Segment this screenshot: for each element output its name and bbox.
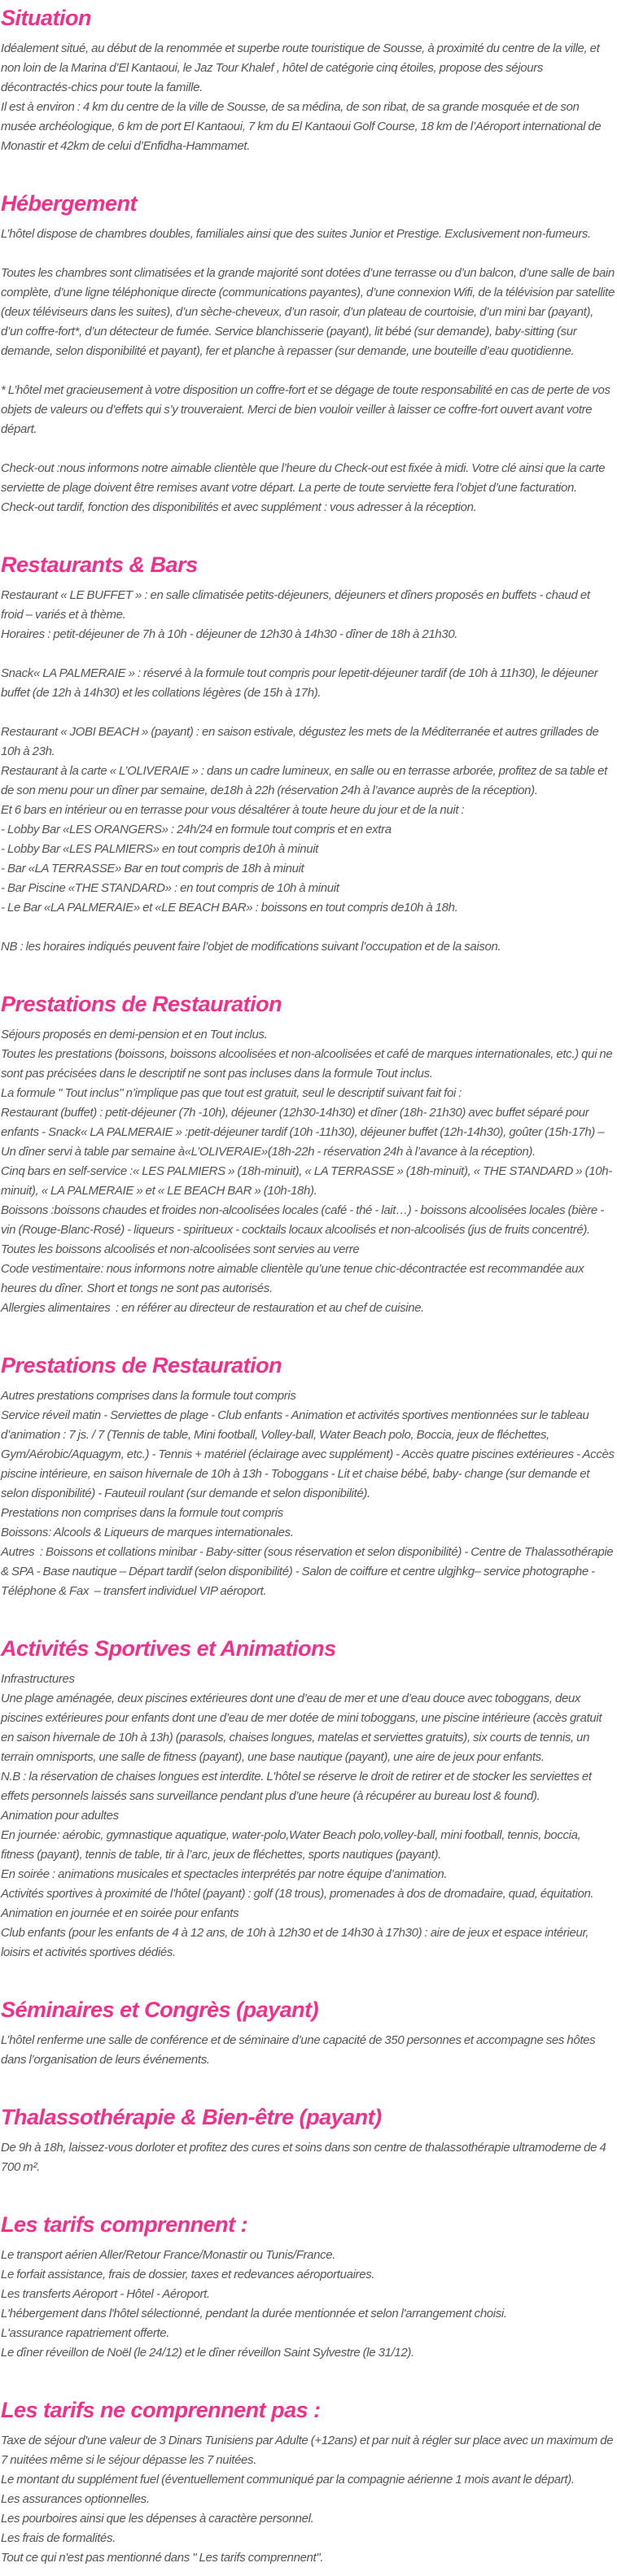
paragraph: L'hébergement dans l'hôtel sélectionné, pendant la durée mentionnée et selon l'arrangement choisi. (1, 2307, 507, 2321)
paragraph: Toutes les prestations (boissons, boissons alcoolisées et non-alcoolisées et café de marques internationales, etc.) qui ne sont pas précisées dans le descriptif ne sont pas incluses dans la formule Tout inclus. (1, 1047, 615, 1081)
paragraph: Prestations non comprises dans la formule tout compris (1, 1506, 283, 1520)
section-heading-restaurants-bars: Restaurants & Bars (1, 552, 198, 577)
paragraph: L'assurance rapatriement offerte. (1, 2326, 170, 2340)
paragraph: L’hôtel dispose de chambres doubles, familiales ainsi que des suites Junior et Prestige. Exclusivement non-fumeurs. (1, 227, 591, 241)
paragraph: L’hôtel renferme une salle de conférence et de séminaire d’une capacité de 350 personnes et accompagne ses hôtes dans l’organisation de leurs événements. (1, 2033, 598, 2067)
paragraph: En journée: aérobic, gymnastique aquatique, water-polo,Water Beach polo,volley-ball, mini football, tennis, boccia, fitness (payant), tennis de table, tir à l’arc, jeux de fléchettes, sports nautiques (payant). (1, 1828, 584, 1862)
paragraph: - Lobby Bar «LES ORANGERS» : 24h/24 en formule tout compris et en extra (1, 823, 392, 836)
paragraph: Une plage aménagée, deux piscines extérieures dont une d’eau de mer et une d’eau douce avec toboggans, deux piscines extérieures pour enfants dont une d’eau de mer dotée de mini toboggans, une piscine intérieure (accès gratuit en saison hivernale de 10h à 13h) (parasols, chaises longues, matelas et serviettes gratuits), six courts de tennis, un terrain omnisports, une salle de fitness (payant), une base nautique (payant), une aire de jeux pour enfants. (1, 1692, 605, 1764)
paragraph: Autres : Boissons et collations minibar - Baby-sitter (sous réservation et selon disponibilité) - Centre de Thalassothérapie & SPA - Base nautique – Départ tardif (selon disponibilité) - Salon de coiffure et centre ulgjhkg– service photographe - Téléphone & Fax – transfert individuel VIP aéroport. (1, 1545, 616, 1598)
paragraph: Boissons: Alcools & Liqueurs de marques internationales. (1, 1526, 294, 1539)
section-heading-prestations-restauration-1: Prestations de Restauration (1, 992, 282, 1016)
paragraph: Restaurant « JOBI BEACH » (payant) : en saison estivale, dégustez les mets de la Méditerranée et autres grillades de 10h à 23h. (1, 725, 602, 758)
paragraph: Boissons :boissons chaudes et froides non-alcoolisées locales (café - thé - lait…) - boissons alcoolisées locales (bière - vin (Rouge-Blanc-Rosé) - liqueurs - spiritueux - cocktails locaux alcoolisés et non-alcoolisés (jus de fruits concentré). (1, 1203, 607, 1237)
paragraph: Infrastructures (1, 1672, 75, 1686)
paragraph: Activités sportives à proximité de l’hôtel (payant) : golf (18 trous), promenades à dos de dromadaire, quad, équitation. (1, 1887, 594, 1901)
paragraph: En soirée : animations musicales et spectacles interprétés par notre équipe d’animation. (1, 1867, 448, 1881)
paragraph: Toutes les chambres sont climatisées et la grande majorité sont dotées d’une terrasse ou d’un balcon, d’une salle de bain complète, d’une ligne téléphonique directe (communications payantes), d’une connexion Wifi, de la télévision par satellite (deux téléviseurs dans les suites), d’un sèche-cheveux, d’un rasoir, d’un plateau de courtoisie, d’un mini bar (payant), d’un coffre-fort*, d’un détecteur de fumée. Service blanchisserie (payant), lit bébé (sur demande), baby-sitting (sur demande, selon disponibilité et payant), fer et planche à repasser (sur demande, une bouteille d’eau quotidienne. (1, 266, 617, 358)
paragraph: * L’hôtel met gracieusement à votre disposition un coffre-fort et se dégage de toute responsabilité en cas de perte de vos objets de valeurs ou d’effets qui s’y trouveraient. Merci de bien vouloir veiller à laisser ce coffre-fort ouvert avant votre départ. (1, 383, 613, 436)
paragraph: Snack« LA PALMERAIE » : réservé à la formule tout compris pour lepetit-déjeuner tardif (de 10h à 11h30), le déjeuner buffet (de 12h à 14h30) et les collations légères (de 15h à 17h). (1, 666, 601, 700)
paragraph: - Bar Piscine «THE STANDARD» : en tout compris de 10h à minuit (1, 881, 339, 895)
paragraph: Check-out tardif, fonction des disponibilités et avec supplément : vous adresser à la réception. (1, 500, 477, 514)
paragraph: De 9h à 18h, laissez-vous dorloter et profitez des cures et soins dans son centre de thalassothérapie ultramoderne de 4 700 m². (1, 2141, 609, 2174)
paragraph: - Le Bar «LA PALMERAIE» et «LE BEACH BAR» : boissons en tout compris de10h à 18h. (1, 901, 458, 915)
paragraph: Il est à environ : 4 km du centre de la ville de Sousse, de sa médina, de son ribat, de sa grande mosquée et de son musée archéologique, 6 km de port El Kantaoui, 7 km du El Kantaoui Golf Course, 18 km de l’Aéroport international de Monastir et 42km de celui d’Enfidha-Hammamet. (1, 100, 604, 153)
paragraph: Restaurant à la carte « L’OLIVERAIE » : dans un cadre lumineux, en salle ou en terrasse arborée, profitez de sa table et de son menu pour un dîner par semaine, de18h à 22h (réservation 24h à l’avance auprès de la réception). (1, 764, 610, 797)
paragraph: Autres prestations comprises dans la formule tout compris (1, 1389, 296, 1403)
paragraph: Séjours proposés en demi-pension et en Tout inclus. (1, 1028, 268, 1041)
paragraph: Les assurances optionnelles. (1, 2492, 150, 2506)
paragraph: Les frais de formalités. (1, 2531, 116, 2545)
paragraph: - Bar «LA TERRASSE» Bar en tout compris de 18h à minuit (1, 862, 304, 875)
section-heading-seminaires-congres: Séminaires et Congrès (payant) (1, 1997, 319, 2022)
paragraph: - Lobby Bar «LES PALMIERS» en tout compris de10h à minuit (1, 842, 318, 856)
paragraph: Code vestimentaire: nous informons notre aimable clientèle qu’une tenue chic-décontractée est recommandée aux heures du dîner. Short et tongs ne sont pas autorisés. (1, 1262, 587, 1295)
paragraph: La formule " Tout inclus" n’implique pas que tout est gratuit, seul le descriptif suivant fait foi : (1, 1086, 462, 1100)
paragraph: Horaires : petit-déjeuner de 7h à 10h - déjeuner de 12h30 à 14h30 - dîner de 18h à 21h30. (1, 627, 458, 641)
paragraph: Tout ce qui n'est pas mentionné dans " Les tarifs comprennent". (1, 2551, 324, 2565)
section-heading-tarifs-comprennent: Les tarifs comprennent : (1, 2212, 248, 2237)
paragraph: Taxe de séjour d'une valeur de 3 Dinars Tunisiens par Adulte (+12ans) et par nuit à régler sur place avec un maximum de 7 nuitées même si le séjour dépasse les 7 nuitées. (1, 2434, 616, 2467)
paragraph: Service réveil matin - Serviettes de plage - Club enfants - Animation et activités sportives mentionnées sur le tableau d’animation : 7 js. / 7 (Tennis de table, Mini football, Volley-ball, Water Beach polo, Boccia, jeux de fléchettes, Gym/Aérobic/Aquagym, etc.) - Tennis + matériel (éclairage avec supplément) - Accès quatre piscines extérieures - Accès piscine intérieure, en saison hivernale de 10h à 13h - Toboggans - Lit et chaise bébé, baby- change (sur demande et selon disponibilité) - Fauteuil roulant (sur demande et selon disponibilité). (1, 1408, 617, 1500)
section-heading-tarifs-ne-comprennent-pas: Les tarifs ne comprennent pas : (1, 2398, 321, 2422)
paragraph: N.B : la réservation de chaises longues est interdite. L'hôtel se réserve le droit de retirer et de stocker les serviettes et effets personnels laissés sans surveillance pendant plus d’une heure (à récupérer au bureau lost & found). (1, 1770, 594, 1803)
paragraph: NB : les horaires indiqués peuvent faire l’objet de modifications suivant l’occupation et de la saison. (1, 940, 501, 954)
paragraph: Idéalement situé, au début de la renommée et superbe route touristique de Sousse, à proximité du centre de la ville, et non loin de la Marina d’El Kantaoui, le Jaz Tour Khalef , hôtel de catégorie cinq étoiles, propose des séjours décontractés-chics pour toute la famille. (1, 41, 602, 94)
paragraph: Le transport aérien Aller/Retour France/Monastir ou Tunis/France. (1, 2248, 336, 2262)
paragraph: Les pourboires ainsi que les dépenses à caractère personnel. (1, 2512, 314, 2526)
section-heading-prestations-restauration-2: Prestations de Restauration (1, 1353, 282, 1378)
paragraph: Animation en journée et en soirée pour enfants (1, 1906, 239, 1920)
paragraph: Les transferts Aéroport - Hôtel - Aéroport. (1, 2287, 210, 2301)
section-heading-situation: Situation (1, 6, 91, 30)
paragraph: Et 6 bars en intérieur ou en terrasse pour vous désaltérer à toute heure du jour et de la nuit : (1, 803, 465, 817)
paragraph: Restaurant « LE BUFFET » : en salle climatisée petits-déjeuners, déjeuners et dîners proposés en buffets - chaud et froid – variés et à thème. (1, 588, 593, 622)
paragraph: Check-out :nous informons notre aimable clientèle que l’heure du Check-out est fixée à midi. Votre clé ainsi que la carte serviette de plage doivent être remises avant votre départ. La perte de toute serviette fera l’objet d’une facturation. (1, 461, 608, 495)
paragraph: Le dîner réveillon de Noël (le 24/12) et le dîner réveillon Saint Sylvestre (le 31/12). (1, 2346, 414, 2360)
section-heading-hebergement: Hébergement (1, 191, 138, 216)
paragraph: Restaurant (buffet) : petit-déjeuner (7h -10h), déjeuner (12h30-14h30) et dîner (18h- 21h30) avec buffet séparé pour enfants - Snack« LA PALMERAIE » :petit-déjeuner tardif (10h -11h30), déjeuner buffet (12h-14h30), goûter (15h-17h) – Un dîner servi à table par semaine à«L’OLIVERAIE»(18h-22h - réservation 24h à l’avance à la réception). (1, 1106, 607, 1159)
section-heading-activites-sportives-animations: Activités Sportives et Animations (1, 1636, 336, 1661)
paragraph: Le montant du supplément fuel (éventuellement communiqué par la compagnie aérienne 1 mois avant le départ). (1, 2473, 575, 2486)
section-heading-thalassotherapie-bien-etre: Thalassothérapie & Bien-être (payant) (1, 2105, 382, 2129)
paragraph: Toutes les boissons alcoolisés et non-alcoolisées sont servies au verre (1, 1242, 360, 1256)
paragraph: Allergies alimentaires : en référer au directeur de restauration et au chef de cuisine. (1, 1301, 424, 1315)
paragraph: Club enfants (pour les enfants de 4 à 12 ans, de 10h à 12h30 et de 14h30 à 17h30) : aire de jeux et espace intérieur, loisirs et activités sportives dédiés. (1, 1926, 592, 1959)
paragraph: Animation pour adultes (1, 1809, 119, 1823)
paragraph: Cinq bars en self-service :« LES PALMIERS » (18h-minuit), « LA TERRASSE » (18h-minuit), « THE STANDARD » (10h-minuit), « LA PALMERAIE » et « LE BEACH BAR » (10h-18h). (1, 1164, 612, 1198)
paragraph: Le forfait assistance, frais de dossier, taxes et redevances aéroportuaires. (1, 2268, 375, 2281)
